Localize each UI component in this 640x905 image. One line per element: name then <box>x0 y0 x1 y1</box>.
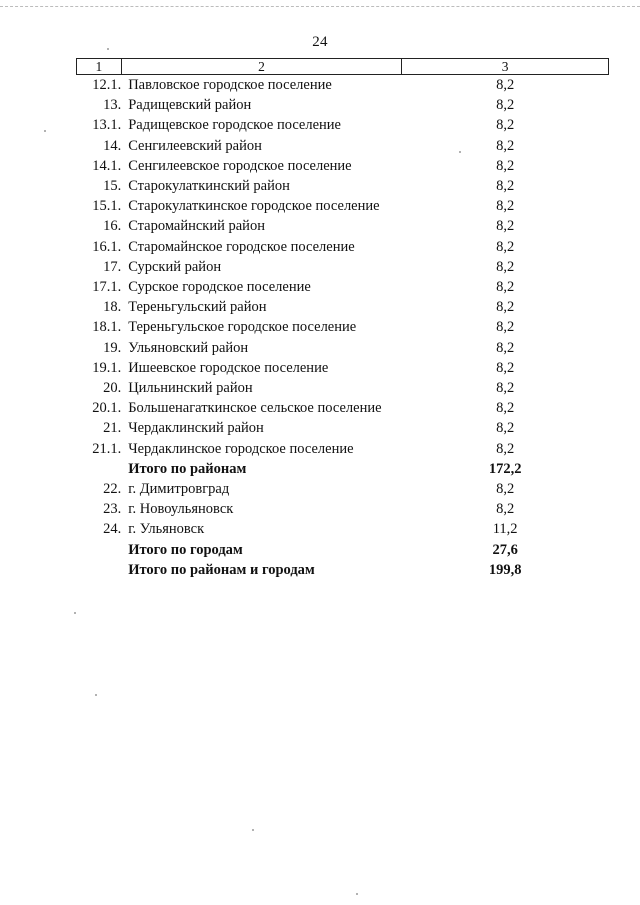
table-row <box>77 519 609 539</box>
table-row <box>77 75 609 96</box>
row-name: Тереньгульское городское поселение <box>128 319 357 336</box>
row-number: 13.1. <box>92 117 122 134</box>
row-number: 21. <box>103 420 122 437</box>
row-value: 172,2 <box>488 460 522 477</box>
row-number: 12.1. <box>92 77 122 93</box>
table-row <box>77 317 609 337</box>
row-value: 8,2 <box>496 77 515 93</box>
row-value: 8,2 <box>496 279 515 296</box>
row-number: 24. <box>103 521 122 538</box>
row-number: 20. <box>103 380 122 397</box>
row-name: Сенгилеевский район <box>128 137 262 154</box>
row-name: Старокулаткинский район <box>128 178 290 195</box>
table-row <box>77 297 609 317</box>
row-number: 16. <box>103 218 122 235</box>
row-name: Радищевский район <box>128 97 252 114</box>
row-name: Итого по городам <box>128 541 243 558</box>
allocation-table <box>76 58 609 580</box>
total-row <box>77 560 609 580</box>
total-row <box>77 459 609 479</box>
table-row <box>77 257 609 277</box>
row-name: г. Димитровград <box>128 481 230 498</box>
header-col-1: 1 <box>77 59 122 75</box>
table-row <box>77 378 609 398</box>
scan-speck <box>459 151 461 153</box>
row-number: 17.1. <box>92 279 122 296</box>
row-name: Тереньгульский район <box>128 299 267 316</box>
table-row <box>77 398 609 418</box>
row-name: Сурское городское поселение <box>128 279 311 296</box>
row-number <box>77 560 122 580</box>
row-name: Старомайнский район <box>128 218 265 235</box>
row-number: 21.1. <box>92 440 122 457</box>
row-value: 199,8 <box>488 561 522 578</box>
table-row <box>77 338 609 358</box>
total-row <box>77 540 609 560</box>
row-value: 8,2 <box>496 359 515 376</box>
row-number: 16.1. <box>92 238 122 255</box>
row-number: 14.1. <box>92 157 122 174</box>
row-value: 8,2 <box>496 299 515 316</box>
row-value: 8,2 <box>496 97 515 114</box>
scan-speck <box>252 829 254 831</box>
row-name: Цильнинский район <box>128 380 253 397</box>
row-number: 18. <box>103 299 122 316</box>
row-name: Чердаклинский район <box>128 420 264 437</box>
table-row <box>77 156 609 176</box>
row-number: 15. <box>103 178 122 195</box>
table-row <box>77 237 609 257</box>
table-body <box>77 75 609 581</box>
row-number: 14. <box>103 137 122 154</box>
row-number: 22. <box>103 481 122 498</box>
row-name: г. Новоульяновск <box>128 501 234 518</box>
row-name: Большенагаткинское сельское поселение <box>128 400 382 417</box>
row-value: 8,2 <box>496 137 515 154</box>
row-name: Старомайнское городское поселение <box>128 238 355 255</box>
row-value: 8,2 <box>496 440 515 457</box>
row-number: 13. <box>103 97 122 114</box>
table-row <box>77 277 609 297</box>
table-row <box>77 176 609 196</box>
scan-speck <box>356 893 358 895</box>
row-name: Сурский район <box>128 258 222 275</box>
row-value: 8,2 <box>496 501 515 518</box>
page-number: 24 <box>312 34 328 50</box>
row-number: 20.1. <box>92 400 122 417</box>
row-number: 17. <box>103 258 122 275</box>
header-row <box>77 59 609 75</box>
row-value: 27,6 <box>492 541 518 558</box>
row-value: 8,2 <box>496 339 515 356</box>
row-value: 8,2 <box>496 117 515 134</box>
table-row <box>77 196 609 216</box>
header-col-2: 2 <box>121 59 402 75</box>
row-value: 8,2 <box>496 218 515 235</box>
row-name: Ишеевское городское поселение <box>128 359 329 376</box>
table-row <box>77 136 609 156</box>
scan-speck <box>95 694 97 696</box>
row-name: Сенгилеевское городское поселение <box>128 157 352 174</box>
row-name: Павловское городское поселение <box>128 77 332 93</box>
header-col-3: 3 <box>402 59 609 75</box>
row-name: Итого по районам <box>128 460 247 477</box>
row-number: 23. <box>103 501 122 518</box>
scan-speck <box>107 48 109 50</box>
row-number: 19.1. <box>92 359 122 376</box>
table-row <box>77 115 609 135</box>
row-name: Радищевское городское поселение <box>128 117 341 134</box>
table-row <box>77 95 609 115</box>
row-name: Итого по районам и городам <box>128 561 315 578</box>
row-value: 8,2 <box>496 157 515 174</box>
table-row <box>77 418 609 438</box>
row-name: Старокулаткинское городское поселение <box>128 198 380 215</box>
row-value: 11,2 <box>492 521 518 538</box>
table-row <box>77 216 609 236</box>
row-value: 8,2 <box>496 319 515 336</box>
row-number <box>77 540 122 560</box>
row-number: 15.1. <box>92 198 122 215</box>
table-row <box>77 479 609 499</box>
scan-edge-line <box>0 6 640 9</box>
row-number <box>77 459 122 479</box>
row-name: Ульяновский район <box>128 339 249 356</box>
row-number: 18.1. <box>92 319 122 336</box>
row-value: 8,2 <box>496 481 515 498</box>
row-name: Чердаклинское городское поселение <box>128 440 354 457</box>
row-value: 8,2 <box>496 238 515 255</box>
row-value: 8,2 <box>496 400 515 417</box>
row-value: 8,2 <box>496 178 515 195</box>
table-row <box>77 358 609 378</box>
row-value: 8,2 <box>496 198 515 215</box>
row-number: 19. <box>103 339 122 356</box>
table-row <box>77 499 609 519</box>
scan-speck <box>74 612 76 614</box>
table-row <box>77 439 609 459</box>
row-value: 8,2 <box>496 380 515 397</box>
row-value: 8,2 <box>496 258 515 275</box>
scan-speck <box>44 130 46 132</box>
row-value: 8,2 <box>496 420 515 437</box>
table-header <box>77 59 609 75</box>
row-name: г. Ульяновск <box>128 521 205 538</box>
